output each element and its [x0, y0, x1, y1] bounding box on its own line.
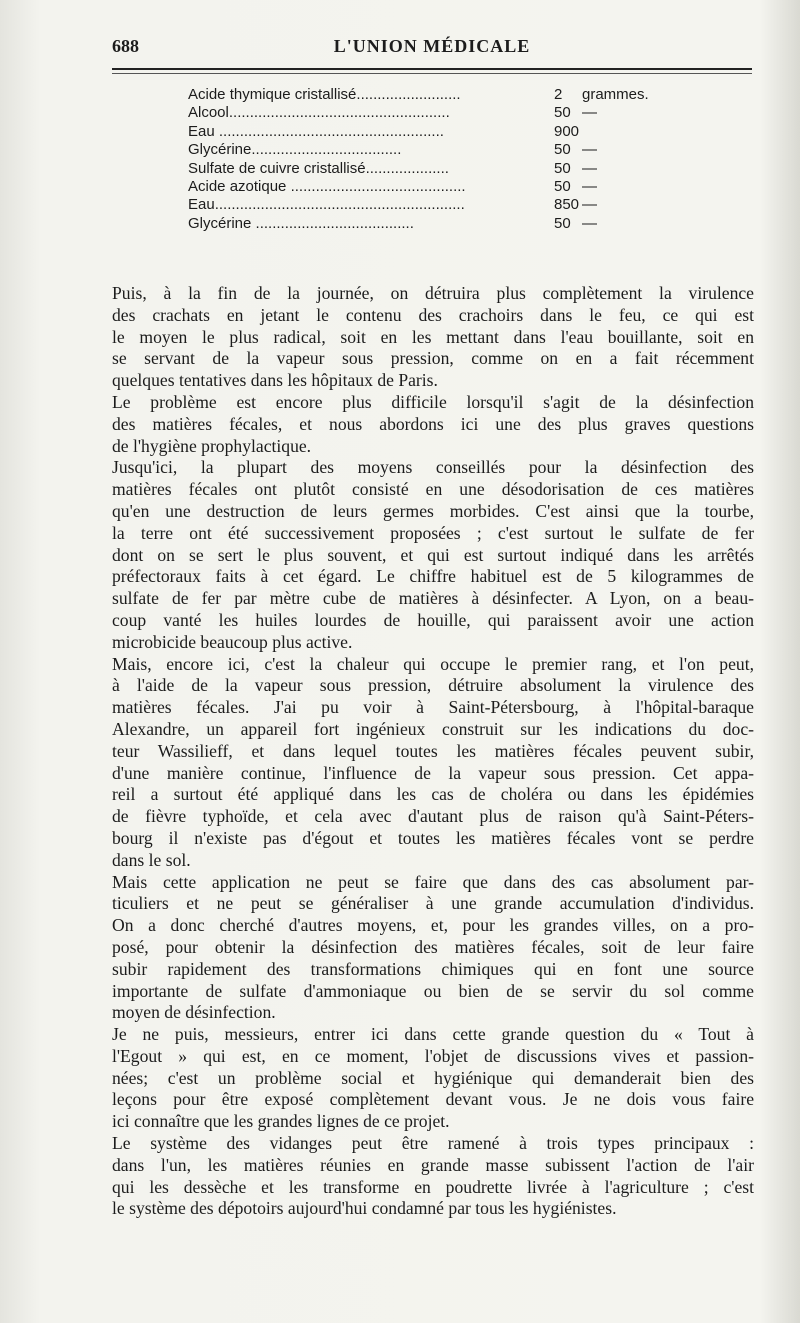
text-line: se servant de la vapeur sous pression, comme on en a fait récemment — [112, 348, 754, 369]
text-line: la terre ont été successivement proposées ; c'est surtout le sulfate de fer — [112, 522, 754, 543]
text-line: microbicide beaucoup plus active. — [112, 631, 353, 652]
text-line: le moyen le plus radical, soit en les mettant dans l'eau bouillante, soit en — [112, 326, 754, 347]
text-line: bourg il n'existe pas d'égout et toutes les matières fécales vont se perdre — [112, 827, 754, 848]
formula-row — [188, 104, 658, 122]
text-line: teur Wassilieff, et dans lequel toutes les matières fécales peuvent subir, — [112, 740, 754, 761]
text-line: posé, pour obtenir la désinfection des matières fécales, soit de leur faire — [112, 936, 754, 957]
formula-row — [188, 196, 658, 214]
text-line: de fièvre typhoïde, et cela avec d'autant plus de raison qu'à Saint-Péters- — [112, 806, 754, 827]
formula-row — [188, 141, 658, 159]
ingredient-name: Eau............................................................ — [188, 196, 465, 214]
text-line: Puis, à la fin de la journée, on détruira plus complètement la virulence — [112, 283, 754, 303]
text-line: qu'en une destruction de leurs germes morbides. C'est ainsi que la tourbe, — [112, 500, 754, 521]
text-line: des matières fécales, et nous abordons ici une des plus graves questions — [112, 413, 754, 434]
text-line: matières fécales ont plutôt consisté en une désodorisation de ces matières — [112, 479, 754, 500]
text-line: Le problème est encore plus difficile lorsqu'il s'agit de la désinfection — [112, 391, 754, 412]
text-line: Le système des vidanges peut être ramené à trois types principaux : — [112, 1133, 754, 1154]
ingredient-unit: grammes. — [582, 86, 649, 103]
formula-table — [188, 86, 658, 233]
text-line: subir rapidement des transformations chimiques qui en font une source — [112, 958, 754, 979]
formula-row — [188, 123, 658, 141]
text-line: dans l'un, les matières réunies en grande masse subissent l'action de l'air — [112, 1154, 754, 1175]
ingredient-unit: — — [582, 104, 597, 122]
text-line: d'une manière continue, l'influence de la vapeur sous pression. Cet appa- — [112, 762, 754, 783]
text-line: préfectoraux faits à cet égard. Le chiffre habituel est de 5 kilogrammes de — [112, 566, 754, 587]
ingredient-quantity: 50 — [554, 141, 571, 159]
text-line: reil a surtout été appliqué dans les cas de choléra ou dans les épidémies — [112, 784, 754, 805]
formula-row — [188, 86, 658, 104]
ingredient-name: Sulfate de cuivre cristallisé.................... — [188, 159, 449, 177]
ingredient-name: Eau ...................................................... — [188, 122, 444, 140]
text-line: matières fécales. J'ai pu voir à Saint-Pétersbourg, à l'hôpital-baraque — [112, 697, 754, 718]
text-line: dans le sol. — [112, 849, 191, 870]
text-line: Mais cette application ne peut se faire que dans des cas absolument par- — [112, 871, 754, 892]
text-line: leçons pour être exposé complètement devant vous. Je ne dois vous faire — [112, 1089, 754, 1110]
ingredient-unit: — — [582, 141, 597, 159]
ingredient-quantity: 850 — [554, 196, 580, 214]
ingredient-name: Acide azotique .......................................... — [188, 177, 466, 195]
text-line: Alexandre, un appareil fort ingénieux construit sur les indications du doc- — [112, 718, 754, 739]
text-line: ticuliers et ne peut se généraliser à une grande accumulation d'individus. — [112, 893, 754, 914]
text-line: l'Egout » qui est, en ce moment, l'objet de discussions vives et passion- — [112, 1045, 754, 1066]
text-line: sulfate de fer par mètre cube de matières à désinfecter. A Lyon, on a beau- — [112, 588, 754, 609]
formula-row — [188, 178, 658, 196]
page-header — [112, 30, 752, 60]
page-number: 688 — [112, 36, 139, 56]
text-line: nées; c'est un problème social et hygiénique qui demanderait bien des — [112, 1067, 754, 1088]
text-line: à l'aide de la vapeur sous pression, détruire absolument la virulence des — [112, 675, 754, 696]
header-rule-thin — [112, 73, 752, 74]
text-line: le système des dépotoirs aujourd'hui condamné par tous les hygiénistes. — [112, 1198, 617, 1219]
text-line: dont on se sert le plus souvent, et qui est surtout indiqué dans les arrêtés — [112, 544, 754, 565]
text-line: Je ne puis, messieurs, entrer ici dans cette grande question du « Tout à — [112, 1024, 754, 1045]
ingredient-unit: — — [582, 177, 597, 195]
header-rule — [112, 68, 752, 70]
ingredient-quantity: 2 — [554, 86, 563, 103]
ingredient-unit: — — [582, 159, 597, 177]
text-line: qui les dessèche et les transforme en poudrette livrée à l'agriculture ; c'est — [112, 1176, 754, 1197]
text-line: Mais, encore ici, c'est la chaleur qui occupe le premier rang, et l'on peut, — [112, 653, 754, 674]
ingredient-quantity: 50 — [554, 214, 571, 232]
ingredient-quantity: 50 — [554, 177, 571, 195]
ingredient-name: Acide thymique cristallisé......................... — [188, 86, 461, 103]
text-line: quelques tentatives dans les hôpitaux de Paris. — [112, 370, 438, 391]
formula-row — [188, 215, 658, 233]
body-text — [112, 283, 754, 1220]
text-line: coup vanté les huiles lourdes de houille, qui paraissent avoir une action — [112, 609, 754, 630]
formula-row — [188, 160, 658, 178]
text-line: Jusqu'ici, la plupart des moyens conseillés pour la désinfection des — [112, 457, 754, 478]
ingredient-quantity: 50 — [554, 159, 571, 177]
ingredient-name: Glycérine ...................................... — [188, 214, 414, 232]
ingredient-name: Alcool..................................................... — [188, 104, 450, 122]
text-line: des crachats en jetant le contenu des crachoirs dans le feu, ce qui est — [112, 304, 754, 325]
ingredient-unit: — — [582, 196, 597, 214]
text-line: de l'hygiène prophylactique. — [112, 435, 312, 456]
text-line: On a donc cherché d'autres moyens, et, pour les grandes villes, on a pro- — [112, 915, 754, 936]
ingredient-name: Glycérine.................................... — [188, 141, 402, 159]
text-line: moyen de désinfection. — [112, 1002, 276, 1023]
text-line: ici connaître que les grandes lignes de ce projet. — [112, 1111, 450, 1132]
running-title: L'UNION MÉDICALE — [333, 36, 531, 56]
ingredient-unit: — — [582, 214, 597, 232]
text-line: importante de sulfate d'ammoniaque ou bien de se servir du sol comme — [112, 980, 754, 1001]
ingredient-quantity: 50 — [554, 104, 571, 122]
ingredient-quantity: 900 — [554, 122, 580, 140]
